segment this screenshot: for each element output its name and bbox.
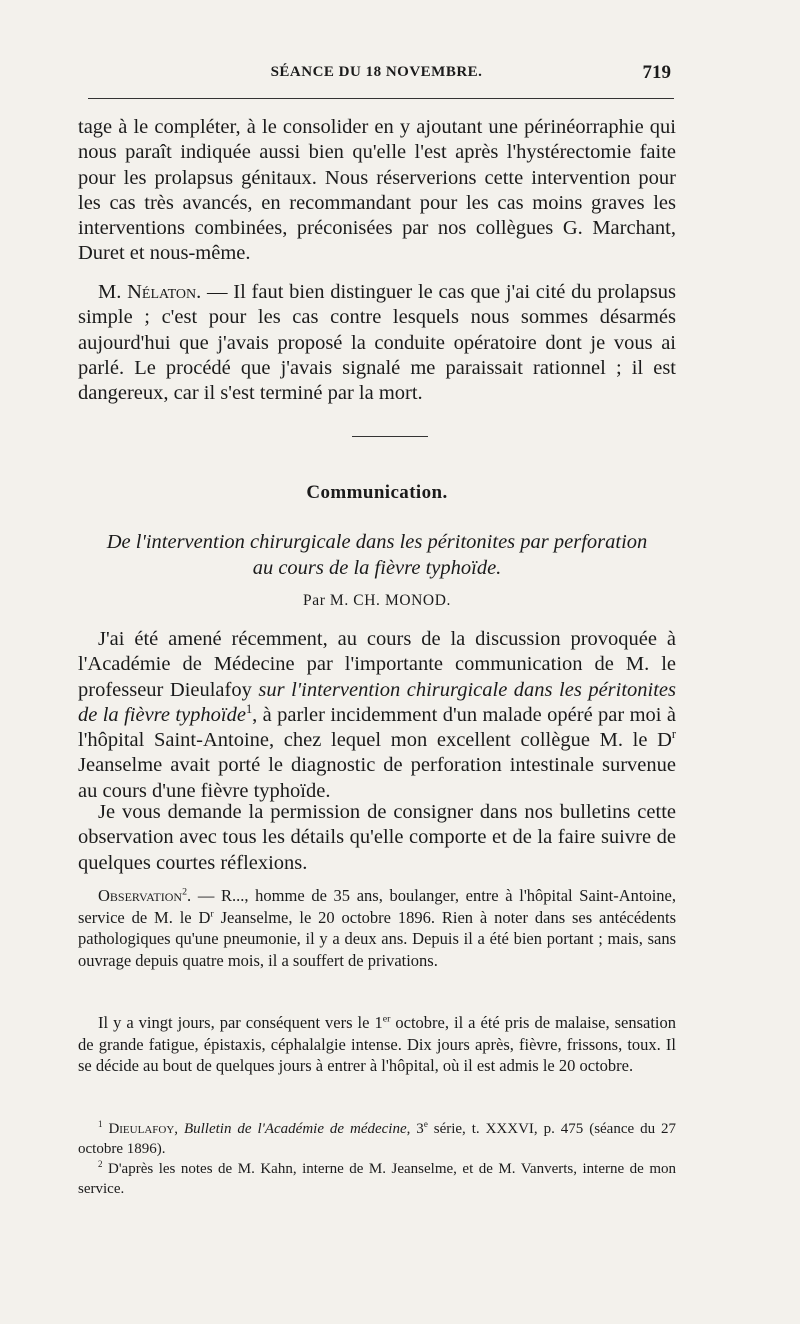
nelaton-text: — Il faut bien distinguer le cas que j'ai cité du prolapsus simple ; c'est pour les cas contre lesquels nous sommes désarmés aujourd'hui que j'avais proposé la conduite opératoire dont je vous ai parlé. Le procédé que j'avais signalé me paraissait rationnel ; il est dangereux, car il s'est terminé par la mort. <box>78 281 676 405</box>
article-author: Par M. CH. MONOD. <box>303 592 451 609</box>
observation-text: . — R..., homme de 35 ans, boulanger, entre à l'hôpital Saint-Antoine, service de M. le D <box>78 886 676 927</box>
footnote-mark: 2 <box>98 1159 103 1169</box>
article-title-line-1: De l'intervention chirurgicale dans les péritonites par perforation <box>106 531 648 553</box>
section-separator <box>352 436 428 437</box>
continuation-paragraph: tage à le compléter, à le consolider en y ajoutant une périnéorraphie qui nous paraît indiquée aussi bien qu'elle l'est après l'hystérectomie faite pour les prolapsus génitaux. Nous réserverions cette intervention pour les cas très avancés, en recommandant pour les cas moins graves les interventions combinées, préconisées par nos collègues G. Marchant, Duret et nous-même. <box>78 116 676 265</box>
page-number: 719 <box>642 62 671 83</box>
nelaton-paragraph <box>78 280 676 406</box>
body-text: , à parler incidemment d'un malade opéré par moi à l'hôpital Saint-Antoine, chez lequel mon excellent collègue M. le D <box>78 703 676 752</box>
footnote-2 <box>78 1160 676 1199</box>
superscript: r <box>671 727 676 742</box>
body-text: Jeanselme avait porté le diagnostic de perforation intestinale survenue au cours d'une fièvre typhoïde. <box>78 754 676 802</box>
article-title-line-2: au cours de la fièvre typhoïde. <box>252 557 502 579</box>
footnote-author: Dieulafoy <box>108 1121 175 1137</box>
footnote-text: , <box>174 1121 184 1137</box>
observation-paragraph-1 <box>78 885 676 971</box>
footnote-ref-1: 1 <box>245 702 253 717</box>
cited-title: sur l'intervention chirurgicale dans les péritonites de la fièvre typhoïde <box>78 678 677 726</box>
footnote-text: série, t. XXXVI, p. 475 (séance du 27 octobre 1896). <box>78 1121 677 1157</box>
body-text: J'ai été amené récemment, au cours de la discussion provoquée à l'Académie de Médecine par l'importante communication de M. le professeur Dieulafoy <box>78 628 676 701</box>
superscript: er <box>382 1013 391 1025</box>
observation-paragraph-2 <box>78 1012 676 1077</box>
section-title: Communication. <box>306 482 448 503</box>
running-header-title: SÉANCE DU 18 NOVEMBRE. <box>270 64 483 80</box>
footnote-ref-2: 2 <box>182 886 188 898</box>
body-paragraph-1 <box>78 627 676 804</box>
header-rule <box>88 98 674 99</box>
observation-text: Jeanselme, le 20 octobre 1896. Rien à noter dans ses antécédents pathologiques qu'une pneumonie, il y a deux ans. Depuis il a été bien portant ; mais, sans ouvrage depuis quatre mois, il a souffert de privations. <box>78 907 676 970</box>
running-header <box>78 62 675 88</box>
superscript: e <box>423 1119 428 1129</box>
footnote-text: , 3 <box>406 1121 424 1137</box>
observation-text: Il y a vingt jours, par conséquent vers le 1 <box>98 1013 383 1032</box>
observation-text: octobre, il a été pris de malaise, sensation de grande fatigue, épistaxis, céphalalgie intense. Dix jours après, fièvre, frissons, toux. Il se décide au bout de quelques jours à entrer à l'hôpital, où il est admis le 20 octobre. <box>78 1013 677 1075</box>
article-title <box>78 529 676 581</box>
speaker-name: M. Nélaton. <box>98 281 202 303</box>
footnote-text: D'après les notes de M. Kahn, interne de M. Jeanselme, et de M. Vanverts, interne de mon service. <box>78 1161 676 1197</box>
footnote-title: Bulletin de l'Académie de médecine <box>183 1121 407 1137</box>
footnote-mark: 1 <box>98 1119 103 1129</box>
footnote-1 <box>78 1120 676 1159</box>
body-paragraph-2: Je vous demande la permission de consigner dans nos bulletins cette observation avec tous les détails qu'elle comporte et de la faire suivre de quelques courtes réflexions. <box>78 801 676 874</box>
superscript: r <box>210 908 214 919</box>
observation-label: Observation <box>98 886 183 905</box>
